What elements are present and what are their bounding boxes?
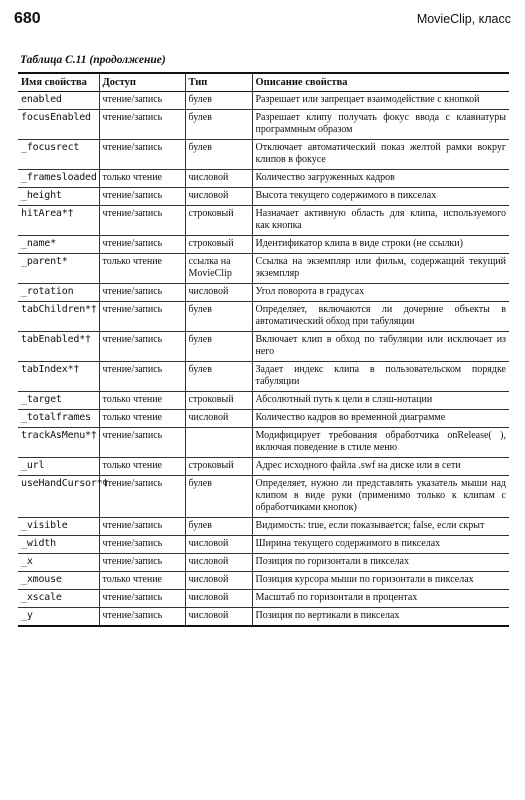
type-cell: строковый <box>185 236 252 254</box>
type-cell: числовой <box>185 410 252 428</box>
table-row <box>18 608 509 627</box>
type-cell: числовой <box>185 554 252 572</box>
type-cell: числовой <box>185 590 252 608</box>
description-cell: Включает клип в обход по табуляции или исключает из него <box>252 332 509 362</box>
access-cell: чтение/запись <box>99 140 185 170</box>
property-name-cell: _focusrect <box>18 140 99 170</box>
property-name-cell: _xscale <box>18 590 99 608</box>
column-header-access: Доступ <box>99 73 185 92</box>
description-cell: Количество загруженных кадров <box>252 170 509 188</box>
type-cell: булев <box>185 302 252 332</box>
column-header-name: Имя свойства <box>18 73 99 92</box>
property-name-cell: useHandCursor*† <box>18 476 99 518</box>
table-row <box>18 254 509 284</box>
access-cell: чтение/запись <box>99 536 185 554</box>
page-header <box>14 10 511 30</box>
description-cell: Модифицирует требования обработчика onRelease( ), включая поведение в стиле меню <box>252 428 509 458</box>
type-cell: ссылка на MovieClip <box>185 254 252 284</box>
description-cell: Позиция по вертикали в пикселах <box>252 608 509 627</box>
table-header-row <box>18 73 509 92</box>
description-cell: Разрешает клипу получать фокус ввода с клавиатуры программным образом <box>252 110 509 140</box>
column-header-type: Тип <box>185 73 252 92</box>
type-cell: булев <box>185 362 252 392</box>
type-cell: числовой <box>185 572 252 590</box>
description-cell: Ссылка на экземпляр или фильм, содержащий текущий экземпляр <box>252 254 509 284</box>
table-row <box>18 332 509 362</box>
type-cell: булев <box>185 140 252 170</box>
description-cell: Разрешает или запрещает взаимодействие с кнопкой <box>252 92 509 110</box>
type-cell: булев <box>185 518 252 536</box>
property-name-cell: _name* <box>18 236 99 254</box>
property-name-cell: _framesloaded <box>18 170 99 188</box>
access-cell: чтение/запись <box>99 362 185 392</box>
table-row <box>18 458 509 476</box>
table-row <box>18 188 509 206</box>
property-name-cell: _x <box>18 554 99 572</box>
access-cell: чтение/запись <box>99 332 185 362</box>
description-cell: Масштаб по горизонтали в процентах <box>252 590 509 608</box>
type-cell: булев <box>185 332 252 362</box>
running-head: MovieClip, класс <box>416 12 511 26</box>
table-row <box>18 410 509 428</box>
access-cell: чтение/запись <box>99 92 185 110</box>
table-row <box>18 170 509 188</box>
type-cell: строковый <box>185 206 252 236</box>
access-cell: чтение/запись <box>99 236 185 254</box>
access-cell: чтение/запись <box>99 476 185 518</box>
description-cell: Угол поворота в градусах <box>252 284 509 302</box>
access-cell: только чтение <box>99 410 185 428</box>
property-name-cell: trackAsMenu*† <box>18 428 99 458</box>
properties-table <box>18 72 509 627</box>
access-cell: только чтение <box>99 392 185 410</box>
description-cell: Видимость: true, если показывается; false, если скрыт <box>252 518 509 536</box>
access-cell: чтение/запись <box>99 590 185 608</box>
property-name-cell: tabIndex*† <box>18 362 99 392</box>
description-cell: Высота текущего содержимого в пикселах <box>252 188 509 206</box>
access-cell: только чтение <box>99 572 185 590</box>
table-row <box>18 140 509 170</box>
type-cell: строковый <box>185 458 252 476</box>
property-name-cell: enabled <box>18 92 99 110</box>
description-cell: Позиция курсора мыши по горизонтали в пикселах <box>252 572 509 590</box>
type-cell: булев <box>185 476 252 518</box>
property-name-cell: _rotation <box>18 284 99 302</box>
description-cell: Позиция по горизонтали в пикселах <box>252 554 509 572</box>
access-cell: только чтение <box>99 170 185 188</box>
access-cell: чтение/запись <box>99 302 185 332</box>
access-cell: чтение/запись <box>99 554 185 572</box>
property-name-cell: _parent* <box>18 254 99 284</box>
access-cell: чтение/запись <box>99 206 185 236</box>
table-row <box>18 92 509 110</box>
table-row <box>18 554 509 572</box>
property-name-cell: _width <box>18 536 99 554</box>
type-cell: булев <box>185 92 252 110</box>
table-row <box>18 572 509 590</box>
description-cell: Назначает активную область для клипа, используемого как кнопка <box>252 206 509 236</box>
access-cell: только чтение <box>99 254 185 284</box>
description-cell: Задает индекс клипа в пользовательском порядке табуляции <box>252 362 509 392</box>
type-cell: числовой <box>185 284 252 302</box>
column-header-description: Описание свойства <box>252 73 509 92</box>
property-name-cell: _target <box>18 392 99 410</box>
table-row <box>18 476 509 518</box>
description-cell: Определяет, нужно ли представлять указатель мыши над клипом в виде руки (применимо только к клипам с обработчиками кнопок) <box>252 476 509 518</box>
table-row <box>18 236 509 254</box>
property-name-cell: _y <box>18 608 99 627</box>
property-name-cell: focusEnabled <box>18 110 99 140</box>
table-row <box>18 536 509 554</box>
property-name-cell: _visible <box>18 518 99 536</box>
table-row <box>18 362 509 392</box>
access-cell: чтение/запись <box>99 608 185 627</box>
table-body <box>18 92 509 627</box>
access-cell: чтение/запись <box>99 188 185 206</box>
description-cell: Определяет, включаются ли дочерние объекты в автоматический обход при табуляции <box>252 302 509 332</box>
access-cell: чтение/запись <box>99 110 185 140</box>
table-caption: Таблица С.11 (продолжение) <box>20 54 166 66</box>
table-row <box>18 590 509 608</box>
type-cell: числовой <box>185 188 252 206</box>
type-cell <box>185 428 252 458</box>
type-cell: числовой <box>185 608 252 627</box>
table-row <box>18 110 509 140</box>
property-name-cell: hitArea*† <box>18 206 99 236</box>
page-number: 680 <box>14 10 41 27</box>
description-cell: Абсолютный путь к цели в слэш-нотации <box>252 392 509 410</box>
access-cell: только чтение <box>99 458 185 476</box>
description-cell: Ширина текущего содержимого в пикселах <box>252 536 509 554</box>
table-row <box>18 428 509 458</box>
type-cell: числовой <box>185 536 252 554</box>
table-row <box>18 284 509 302</box>
access-cell: чтение/запись <box>99 518 185 536</box>
property-name-cell: tabChildren*† <box>18 302 99 332</box>
table-row <box>18 518 509 536</box>
description-cell: Идентификатор клипа в виде строки (не ссылки) <box>252 236 509 254</box>
property-name-cell: _xmouse <box>18 572 99 590</box>
table-row <box>18 302 509 332</box>
access-cell: чтение/запись <box>99 428 185 458</box>
access-cell: чтение/запись <box>99 284 185 302</box>
description-cell: Адрес исходного файла .swf на диске или в сети <box>252 458 509 476</box>
type-cell: строковый <box>185 392 252 410</box>
table-row <box>18 206 509 236</box>
property-name-cell: tabEnabled*† <box>18 332 99 362</box>
description-cell: Количество кадров во временной диаграмме <box>252 410 509 428</box>
table-row <box>18 392 509 410</box>
type-cell: числовой <box>185 170 252 188</box>
type-cell: булев <box>185 110 252 140</box>
property-name-cell: _totalframes <box>18 410 99 428</box>
description-cell: Отключает автоматический показ желтой рамки вокруг клипов в фокусе <box>252 140 509 170</box>
property-name-cell: _height <box>18 188 99 206</box>
property-name-cell: _url <box>18 458 99 476</box>
